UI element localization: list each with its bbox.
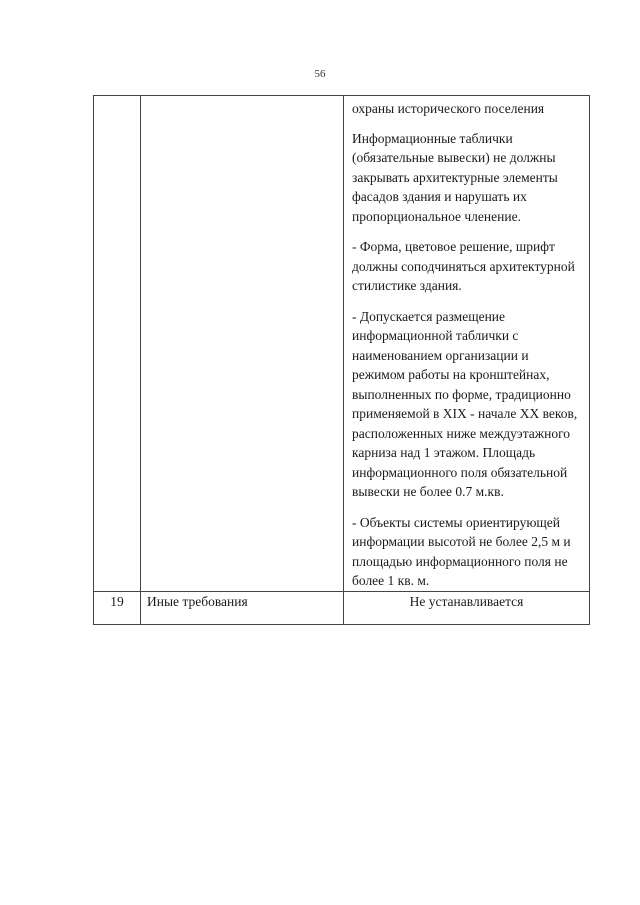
table-row xyxy=(94,591,590,624)
paragraph-historic-settlement: охраны исторического поселения xyxy=(352,101,545,116)
paragraph-info-plates: Информационные таблички (обязательные вывески) не должны закрывать архитектурные элементы фасадов здания и нарушать их пропорциональное членение. xyxy=(352,130,558,224)
page-number: 56 xyxy=(314,68,326,80)
requirements-table xyxy=(93,95,590,625)
row-value-cell xyxy=(344,96,590,592)
paragraph-form-color-font: - Форма, цветовое решение, шрифт должны соподчиняться архитектурной стилистике здания. xyxy=(352,239,575,293)
row-name-cell xyxy=(141,96,344,592)
row-value-cell: Не устанавливается xyxy=(344,591,590,624)
paragraph-bracket-plates: - Допускается размещение информационной таблички с наименованием организации и режимом работы на кронштейнах, выполненных по форме, традиционно применяемой в XIX - начале XX веков, расположенных ниже междуэтажного карниза над 1 этажом. Площадь информационного поля обязательной вывески не более 0.7 м.кв. xyxy=(352,308,578,499)
row-number-cell xyxy=(94,96,141,592)
paragraph-orientation-objects: - Объекты системы ориентирующей информации высотой не более 2,5 м и площадью информационного поля не более 1 кв. м. xyxy=(352,514,571,588)
table-row xyxy=(94,96,590,592)
row-number-cell: 19 xyxy=(94,591,141,624)
row-name-cell: Иные требования xyxy=(141,591,344,624)
